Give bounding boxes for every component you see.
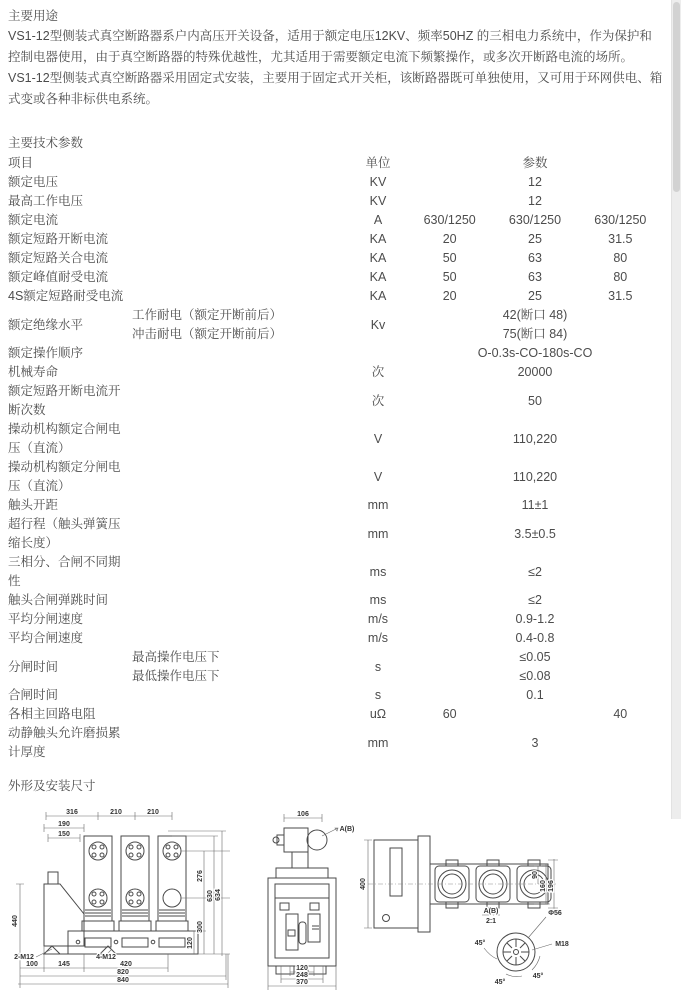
detail-view-labels (475, 908, 569, 986)
param-name: 各相主回路电阻 (8, 707, 96, 721)
detail-view-drawing (470, 904, 574, 988)
param-unit: KA (369, 289, 387, 303)
param-values (407, 268, 663, 287)
param-value: 110,220 (512, 431, 558, 446)
tech-params-table (8, 154, 663, 762)
params-title: 主要技术参数 (8, 136, 84, 150)
usage-paragraph-1: VS1-12型侧装式真空断路器系户内高压开关设备，适用于额定电压12KV、频率50HZ 的三相电力系统中，作为保护和控制电器使用，由于真空断路器的特殊优越性，尤其适用于需要额定电流下频繁操作，或多次开断路电流的场所。 (8, 29, 652, 64)
param-name: 操动机构额定分闸电压（直流） (8, 460, 121, 493)
param-name: 平均分闸速度 (8, 612, 84, 626)
param-values (407, 249, 663, 268)
param-unit: uΩ (369, 707, 387, 721)
param-value: O-0.3s-CO-180s-CO (477, 346, 593, 360)
dim-label: 630 (207, 890, 214, 902)
param-unit: V (373, 469, 383, 484)
usage-paragraph-2: VS1-12型侧装式真空断路器采用固定式安装，主要用于固定式开关柜，该断路器既可单独使用，又可用于环网供电、箱式变或各种非标供电系统。 (8, 71, 663, 106)
usage-title: 主要用途 (8, 9, 59, 23)
param-unit: ms (369, 564, 387, 579)
table-body (8, 173, 663, 762)
param-row (8, 173, 663, 192)
param-unit: s (374, 688, 382, 702)
header-unit: 单位 (365, 156, 391, 170)
param-value: 31.5 (608, 232, 633, 246)
param-name: 额定峰值耐受电流 (8, 270, 109, 284)
detail-ref-label: A(B) (339, 826, 355, 833)
param-value (492, 705, 577, 724)
front-view-drawing (8, 806, 238, 990)
param-subitem: 最高操作电压下 (132, 650, 220, 664)
param-value: 80 (613, 270, 628, 284)
param-value: 60 (442, 707, 457, 721)
param-row (8, 306, 663, 344)
param-unit: V (373, 431, 383, 446)
param-row (8, 230, 663, 249)
angle-label: 45° (532, 973, 544, 980)
param-unit: KA (369, 232, 387, 246)
param-value: 63 (528, 251, 542, 265)
param-value: 0.9-1.2 (515, 612, 555, 626)
param-value: ≤2 (528, 564, 542, 579)
diameter-label: Φ56 (548, 910, 562, 917)
param-row (8, 610, 663, 629)
param-value: 25 (528, 289, 542, 303)
dim-label: 150 (58, 831, 70, 838)
param-subitems (132, 306, 349, 344)
param-row (8, 591, 663, 610)
param-name: 动静触头允许磨损累计厚度 (8, 726, 121, 759)
param-value: 3.5±0.5 (514, 526, 556, 541)
param-value: 42(断口 48) (502, 308, 568, 322)
param-name: 触头开距 (8, 498, 59, 512)
side-view-drawing (248, 808, 360, 990)
dim-label: 400 (360, 878, 367, 890)
param-values (407, 211, 663, 230)
table-header-row (8, 154, 663, 173)
param-name: 额定绝缘水平 (8, 317, 84, 332)
param-row (8, 344, 663, 363)
dim-label: 145 (58, 961, 70, 968)
param-unit: mm (367, 526, 389, 541)
param-value: 80 (613, 251, 628, 265)
param-values (407, 648, 663, 686)
dim-label: 210 (147, 809, 159, 816)
param-values (407, 287, 663, 306)
param-unit: m/s (367, 631, 389, 645)
side-view-outline (268, 828, 336, 974)
dim-label: 100 (26, 961, 38, 968)
param-value: 630/1250 (594, 213, 647, 227)
param-name: 额定电流 (8, 213, 59, 227)
param-values (407, 705, 663, 724)
param-value: 20 (442, 289, 457, 303)
param-name: 触头合闸弹跳时间 (8, 593, 109, 607)
param-name: 三相分、合闸不同期性 (8, 555, 121, 588)
param-value: 3 (531, 735, 539, 750)
dim-label: 90 (532, 871, 539, 879)
thread-label: M18 (555, 941, 569, 948)
dim-label: 160 (540, 880, 547, 892)
param-values (407, 230, 663, 249)
param-row (8, 268, 663, 287)
param-row (8, 496, 663, 515)
spacer (8, 110, 663, 133)
detail-scale-label: 2:1 (485, 918, 497, 925)
param-name: 最高工作电压 (8, 194, 84, 208)
param-value: 50 (442, 270, 457, 284)
param-unit: m/s (367, 612, 389, 626)
param-row (8, 724, 663, 762)
param-unit: A (373, 213, 383, 227)
param-row (8, 211, 663, 230)
param-name: 额定电压 (8, 175, 59, 189)
param-value: 40 (613, 707, 628, 721)
param-value: 63 (528, 270, 542, 284)
param-values (407, 306, 663, 344)
param-name: 额定操作顺序 (8, 346, 84, 360)
param-name: 超行程（触头弹簧压缩长度） (8, 517, 121, 550)
angle-label: 45° (474, 940, 486, 947)
param-name: 额定短路开断电流开断次数 (8, 384, 121, 417)
param-subitem: 最低操作电压下 (132, 669, 220, 683)
dim-label: 120 (296, 965, 308, 972)
dim-label: 276 (197, 870, 204, 882)
param-name: 4S额定短路耐受电流 (8, 289, 124, 303)
param-value: 31.5 (608, 289, 633, 303)
param-name: 操动机构额定合闸电压（直流） (8, 422, 121, 455)
param-unit: s (374, 659, 382, 674)
param-row (8, 420, 663, 458)
param-value: 110,220 (512, 469, 558, 484)
dim-label: 4-M12 (96, 954, 116, 961)
param-value: 630/1250 (508, 213, 562, 227)
param-row (8, 515, 663, 553)
param-row (8, 363, 663, 382)
param-unit: mm (367, 735, 389, 750)
param-name: 额定短路开断电流 (8, 232, 109, 246)
param-unit: KA (369, 270, 387, 284)
param-value: 50 (442, 251, 457, 265)
param-value: 75(断口 84) (502, 327, 568, 341)
dim-label: 300 (197, 921, 204, 933)
param-value: 25 (528, 232, 542, 246)
detail-view-outline (497, 933, 535, 971)
header-item: 项目 (8, 156, 34, 170)
param-name: 平均合闸速度 (8, 631, 84, 645)
param-value: 12 (528, 175, 542, 189)
param-value: 12 (528, 194, 542, 208)
scrollbar[interactable] (671, 0, 681, 819)
param-value: 630/1250 (423, 213, 476, 227)
dim-label: 120 (187, 937, 194, 949)
param-unit: mm (367, 498, 389, 512)
dim-label: 840 (117, 977, 129, 984)
param-value: ≤2 (528, 593, 542, 607)
dim-label: 190 (58, 821, 70, 828)
param-value: 20 (442, 232, 457, 246)
param-row (8, 629, 663, 648)
param-row (8, 648, 663, 686)
front-view-outline (44, 836, 198, 954)
param-name: 分闸时间 (8, 659, 59, 674)
param-value: 0.4-0.8 (515, 631, 555, 645)
dim-label: 210 (110, 809, 122, 816)
dim-label: 370 (296, 979, 308, 986)
param-row (8, 458, 663, 496)
param-row (8, 192, 663, 211)
param-unit: KV (369, 175, 387, 189)
param-subitem: 冲击耐电（额定开断前后） (132, 327, 283, 341)
dimensions-title: 外形及安装尺寸 (8, 779, 96, 793)
top-view-dimension-labels (360, 871, 555, 892)
header-value: 参数 (522, 156, 548, 170)
param-value: ≤0.05 (519, 650, 551, 664)
detail-ref-label: A(B) (483, 908, 499, 915)
param-unit: 次 (371, 365, 385, 379)
param-unit: 次 (371, 393, 385, 408)
param-value: 11±1 (521, 498, 549, 512)
param-name: 额定短路关合电流 (8, 251, 109, 265)
param-unit: KV (369, 194, 387, 208)
param-subitems (132, 648, 349, 686)
param-row (8, 382, 663, 420)
param-unit: Kv (370, 317, 386, 332)
param-row (8, 686, 663, 705)
scrollbar-thumb[interactable] (673, 2, 680, 192)
dim-label: 820 (117, 969, 129, 976)
param-unit: KA (369, 251, 387, 265)
dim-label: 420 (120, 961, 132, 968)
param-value: 50 (528, 393, 542, 408)
dim-label: 634 (215, 889, 222, 901)
dimension-drawings (8, 804, 663, 990)
param-value: ≤0.08 (519, 669, 551, 683)
param-row (8, 287, 663, 306)
dim-label: 248 (296, 972, 308, 979)
param-value: 20000 (517, 365, 553, 379)
dim-label: 106 (297, 811, 309, 818)
param-row (8, 249, 663, 268)
param-value: 0.1 (526, 688, 544, 702)
param-row (8, 553, 663, 591)
param-row (8, 705, 663, 724)
dim-label: 196 (548, 880, 555, 892)
dim-label: 316 (66, 809, 78, 816)
dim-label: 2-M12 (14, 954, 34, 961)
angle-label: 45° (494, 979, 506, 986)
dim-label: 440 (12, 915, 19, 927)
param-name: 机械寿命 (8, 365, 59, 379)
param-unit: ms (369, 593, 387, 607)
param-name: 合闸时间 (8, 688, 59, 702)
param-subitem: 工作耐电（额定开断前后） (132, 308, 283, 322)
